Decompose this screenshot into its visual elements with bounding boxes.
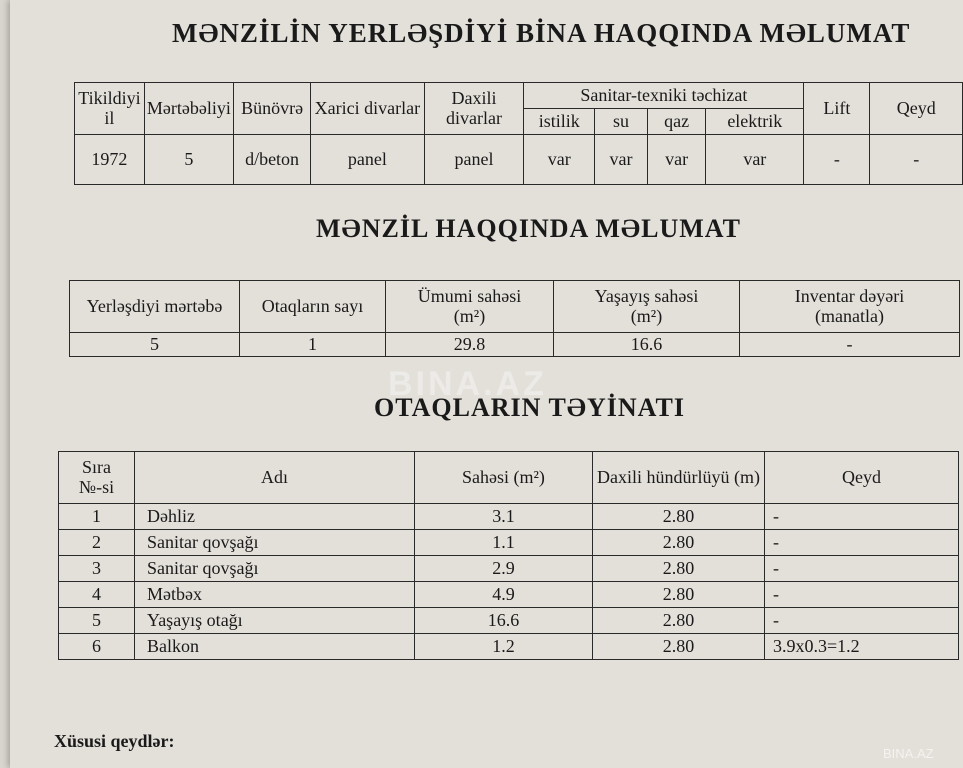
- yasayis-unit: (m²): [630, 305, 663, 326]
- sira-no-label: №-si: [78, 476, 115, 497]
- row-note: -: [765, 582, 959, 608]
- value-inventar-deyeri: -: [740, 333, 960, 357]
- special-notes-label: Xüsusi qeydlər:: [54, 731, 175, 751]
- row-name: Sanitar qovşağı: [135, 530, 415, 556]
- value-elektrik: var: [706, 135, 804, 185]
- row-area: 1.1: [415, 530, 593, 556]
- value-otaqlarin-sayi: 1: [240, 333, 386, 357]
- header-istilik: istilik: [524, 109, 595, 135]
- table-row: [59, 530, 959, 556]
- row-area: 3.1: [415, 504, 593, 530]
- header-tikildiyi-il: Tikildiyi il: [75, 83, 145, 135]
- row-height: 2.80: [593, 530, 765, 556]
- room-purpose-title: OTAQLARIN TƏYİNATI: [374, 393, 685, 422]
- value-umumi-sahesi: 29.8: [386, 333, 554, 357]
- rooms-table: [58, 451, 959, 660]
- table-row: [59, 504, 959, 530]
- apartment-info-title: MƏNZİL HAQQINDA MƏLUMAT: [316, 214, 741, 243]
- header-daxili-divarlar: Daxili divarlar: [424, 83, 524, 135]
- header-mertebeliyi: Mərtəbəliyi: [144, 83, 233, 135]
- row-name: Dəhliz: [135, 504, 415, 530]
- building-info-title: MƏNZİLİN YERLƏŞDİYİ BİNA HAQQINDA MƏLUMAT: [172, 18, 911, 48]
- table-row: [59, 556, 959, 582]
- row-no: 1: [59, 504, 135, 530]
- row-name: Mətbəx: [135, 582, 415, 608]
- header-hundurluk: Daxili hündürlüyü (m): [593, 452, 765, 504]
- row-height: 2.80: [593, 556, 765, 582]
- header-yasayis-sahesi: [554, 281, 740, 333]
- inventar-label: Inventar dəyəri: [794, 285, 905, 306]
- header-sanitar-texniki: Sanitar-texniki təchizat: [524, 83, 804, 109]
- value-row: [75, 135, 963, 185]
- row-no: 6: [59, 634, 135, 660]
- row-height: 2.80: [593, 582, 765, 608]
- header-row: [59, 452, 959, 504]
- table-row: [59, 608, 959, 634]
- apartment-info-table: [69, 280, 960, 357]
- row-note: 3.9x0.3=1.2: [765, 634, 959, 660]
- row-no: 2: [59, 530, 135, 556]
- row-no: 3: [59, 556, 135, 582]
- umumi-label: Ümumi sahəsi: [417, 285, 522, 306]
- header-qaz: qaz: [647, 109, 705, 135]
- header-qeyd: Qeyd: [870, 83, 963, 135]
- value-row: [70, 333, 960, 357]
- value-qeyd: -: [870, 135, 963, 185]
- row-height: 2.80: [593, 504, 765, 530]
- value-qaz: var: [647, 135, 705, 185]
- value-mertebeliyi: 5: [144, 135, 233, 185]
- header-elektrik: elektrik: [706, 109, 804, 135]
- yasayis-label: Yaşayış sahəsi: [594, 285, 699, 306]
- row-name: Yaşayış otağı: [135, 608, 415, 634]
- header-qeyd: Qeyd: [765, 452, 959, 504]
- row-note: -: [765, 556, 959, 582]
- row-area: 16.6: [415, 608, 593, 634]
- header-bunovre: Bünövrə: [233, 83, 310, 135]
- header-inventar-deyeri: [740, 281, 960, 333]
- value-istilik: var: [524, 135, 595, 185]
- building-info-table: [74, 82, 963, 185]
- corner-watermark: BINA.AZ: [883, 746, 934, 761]
- umumi-unit: (m²): [453, 305, 486, 326]
- row-name: Sanitar qovşağı: [135, 556, 415, 582]
- table-row: [59, 634, 959, 660]
- header-otaqlarin-sayi: Otaqların sayı: [240, 281, 386, 333]
- header-row: [75, 83, 963, 109]
- value-lift: -: [804, 135, 870, 185]
- value-bunovre: d/beton: [233, 135, 310, 185]
- header-row: [70, 281, 960, 333]
- header-lift: Lift: [804, 83, 870, 135]
- value-yasayis-sahesi: 16.6: [554, 333, 740, 357]
- row-height: 2.80: [593, 634, 765, 660]
- value-xarici-divarlar: panel: [311, 135, 424, 185]
- value-yerlesdiyi-mertebe: 5: [70, 333, 240, 357]
- row-note: -: [765, 504, 959, 530]
- row-no: 5: [59, 608, 135, 634]
- header-sahesi: Sahəsi (m²): [415, 452, 593, 504]
- header-yerlesdiyi-mertebe: Yerləşdiyi mərtəbə: [70, 281, 240, 333]
- table-row: [59, 582, 959, 608]
- value-su: var: [595, 135, 648, 185]
- value-tikildiyi-il: 1972: [75, 135, 145, 185]
- header-xarici-divarlar: Xarici divarlar: [311, 83, 424, 135]
- row-height: 2.80: [593, 608, 765, 634]
- row-area: 4.9: [415, 582, 593, 608]
- watermark: BINA.AZ: [388, 365, 547, 403]
- value-daxili-divarlar: panel: [424, 135, 524, 185]
- row-note: -: [765, 608, 959, 634]
- row-name: Balkon: [135, 634, 415, 660]
- row-no: 4: [59, 582, 135, 608]
- sira-label: Sıra: [82, 456, 111, 477]
- header-sira: [59, 452, 135, 504]
- inventar-unit: (manatla): [815, 305, 884, 326]
- row-note: -: [765, 530, 959, 556]
- header-su: su: [595, 109, 648, 135]
- header-adi: Adı: [135, 452, 415, 504]
- row-area: 2.9: [415, 556, 593, 582]
- row-area: 1.2: [415, 634, 593, 660]
- header-umumi-sahesi: [386, 281, 554, 333]
